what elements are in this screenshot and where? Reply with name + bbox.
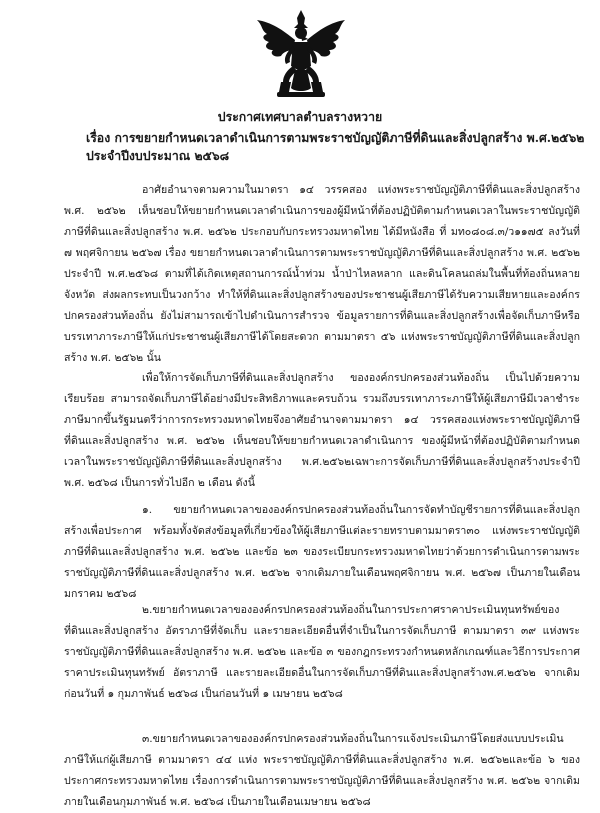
announcement-title: ประกาศเทศบาลตำบลรางหวาย [217,109,383,124]
paragraph-text: ๒.ขยายกำหนดเวลาขององค์กรปกครองส่วนท้องถิ่นในการประกาศราคาประเมินทุนทรัพย์ของที่ดินและสิ่งปลูกสร้าง อัตราภาษีที่จัดเก็บ และรายละเอียดอื่นที่จำเป็นในการจัดเก็บภาษี ตามมาตรา ๓๙ แห่งพระราชบัญญัติภาษีที่ดินและสิ่งปลูกสร้าง พ.ศ. ๒๕๖๒ และข้อ ๓ ของกฎกระทรวงกำหนดหลักเกณฑ์และวิธีการประกาศราคาประเมินทุนทรัพย์ อัตราภาษี และรายละเอียดอื่นในการจัดเก็บภาษีที่ดินและสิ่งปลูกสร้างพ.ศ.๒๕๖๒ จากเดิมก่อนวันที่ ๑ กุมภาพันธ์ ๒๕๖๘ เป็นก่อนวันที่ ๑ เมษายน ๒๕๖๘ [64,604,580,700]
paragraph-purpose [64,368,580,494]
paragraph-text: อาศัยอำนาจตามความในมาตรา ๑๔ วรรคสอง แห่งพระราชบัญญัติภาษีที่ดินและสิ่งปลูกสร้าง พ.ศ. ๒๕๖๒ เห็นชอบให้ขยายกำหนดเวลาดำเนินการของผู้มีหน้าที่ต้องปฏิบัติตามกำหนดเวลาในพระราชบัญญัติภาษีที่ดินและสิ่งปลูกสร้าง พ.ศ. ๒๕๖๒ ประกอบกับกระทรวงมหาดไทย ได้มีหนังสือ ที่ มท๐๘๐๘.๓/ว๑๑๗๕ ลงวันที่ ๗ พฤศจิกายน ๒๕๖๗ เรื่อง ขยายกำหนดเวลาดำเนินการตามพระราชบัญญัติภาษีที่ดินและสิ่งปลูกสร้าง พ.ศ. ๒๕๖๒ ประจำปี พ.ศ.๒๕๖๘ ตามที่ได้เกิดเหตุสถานการณ์น้ำท่วม น้ำป่าไหลหลาก และดินโคลนถล่มในพื้นที่ท้องถิ่นหลายจังหวัด ส่งผลกระทบเป็นวงกว้าง ทำให้ที่ดินและสิ่งปลูกสร้างของประชาชนผู้เสียภาษีได้รับความเสียหายและองค์กรปกครองส่วนท้องถิ่น ยังไม่สามารถเข้าไปดำเนินการสำรวจ ข้อมูลรายการที่ดินและสิ่งปลูกสร้างเพื่อจัดเก็บภาษีหรือบรรเทาภาระภาษีให้แก่ประชาชนผู้เสียภาษีได้โดยสะดวก ตามมาตรา ๕๖ แห่งพระราชบัญญัติภาษีที่ดินและสิ่งปลูกสร้าง พ.ศ. ๒๕๖๒ นั้น [64,184,580,364]
paragraph-text: เพื่อให้การจัดเก็บภาษีที่ดินและสิ่งปลูกสร้าง ขององค์กรปกครองส่วนท้องถิ่น เป็นไปด้วยความเรียบร้อย สามารถจัดเก็บภาษีได้อย่างมีประสิทธิภาพและครบถ้วน รวมถึงบรรเทาภาระภาษีให้ผู้เสียภาษีมีเวลาชำระภาษีมากขึ้นรัฐมนตรีว่าการกระทรวงมหาดไทยจึงอาศัยอำนาจตามมาตรา ๑๔ วรรคสองแห่งพระราชบัญญัติภาษีที่ดินและสิ่งปลูกสร้าง พ.ศ. ๒๕๖๒ เห็นชอบให้ขยายกำหนดเวลาดำเนินการ ของผู้มีหน้าที่ต้องปฏิบัติตามกำหนดเวลาในพระราชบัญญัติภาษีที่ดินและสิ่งปลูกสร้าง พ.ศ.๒๕๖๒เฉพาะการจัดเก็บภาษีที่ดินและสิ่งปลูกสร้างประจำปี พ.ศ. ๒๕๖๘ เป็นการทั่วไปอีก ๒ เดือน ดังนี้ [64,372,580,489]
subject-line: เรื่อง การขยายกำหนดเวลาดำเนินการตามพระราชบัญญัติภาษีที่ดินและสิ่งปลูกสร้าง พ.ศ.๒๕๖๒ [86,130,585,145]
garuda-emblem-icon [253,8,349,102]
paragraph-item-3 [64,729,580,813]
paragraph-item-1 [64,500,580,605]
paragraph-text: ๓.ขยายกำหนดเวลาขององค์กรปกครองส่วนท้องถิ่นในการแจ้งประเมินภาษีโดยส่งแบบประเมินภาษีให้แก่ผู้เสียภาษี ตามมาตรา ๔๔ แห่ง พระราชบัญญัติภาษีที่ดินและสิ่งปลูกสร้าง พ.ศ. ๒๕๖๒และข้อ ๖ ของประกาศกระทรวงมหาดไทย เรื่องการดำเนินการตามพระราชบัญญัติภาษีที่ดินและสิ่งปลูกสร้าง พ.ศ. ๒๕๖๒ จากเดิมภายในเดือนกุมภาพันธ์ พ.ศ. ๒๕๖๘ เป็นภายในเดือนเมษายน ๒๕๖๘ [64,733,580,808]
paragraph-text: ๑. ขยายกำหนดเวลาขององค์กรปกครองส่วนท้องถิ่นในการจัดทำบัญชีรายการที่ดินและสิ่งปลูกสร้างเพื่อประกาศ พร้อมทั้งจัดส่งข้อมูลที่เกี่ยวข้องให้ผู้เสียภาษีแต่ละรายทราบตามมาตรา๓๐ แห่งพระราชบัญญัติภาษีที่ดินและสิ่งปลูกสร้าง พ.ศ. ๒๕๖๒ และข้อ ๒๓ ของระเบียบกระทรวงมหาดไทยว่าด้วยการดำเนินการตามพระราชบัญญัติภาษีที่ดินและสิ่งปลูกสร้าง พ.ศ. ๒๕๖๒ จากเดิมภายในเดือนพฤศจิกายน พ.ศ. ๒๕๖๗ เป็นภายในเดือนมกราคม ๒๕๖๘ [64,504,580,600]
paragraph-item-2 [64,600,580,705]
paragraph-intro [64,180,580,369]
fiscal-year-line: ประจำปีงบประมาณ ๒๕๖๘ [86,148,230,163]
